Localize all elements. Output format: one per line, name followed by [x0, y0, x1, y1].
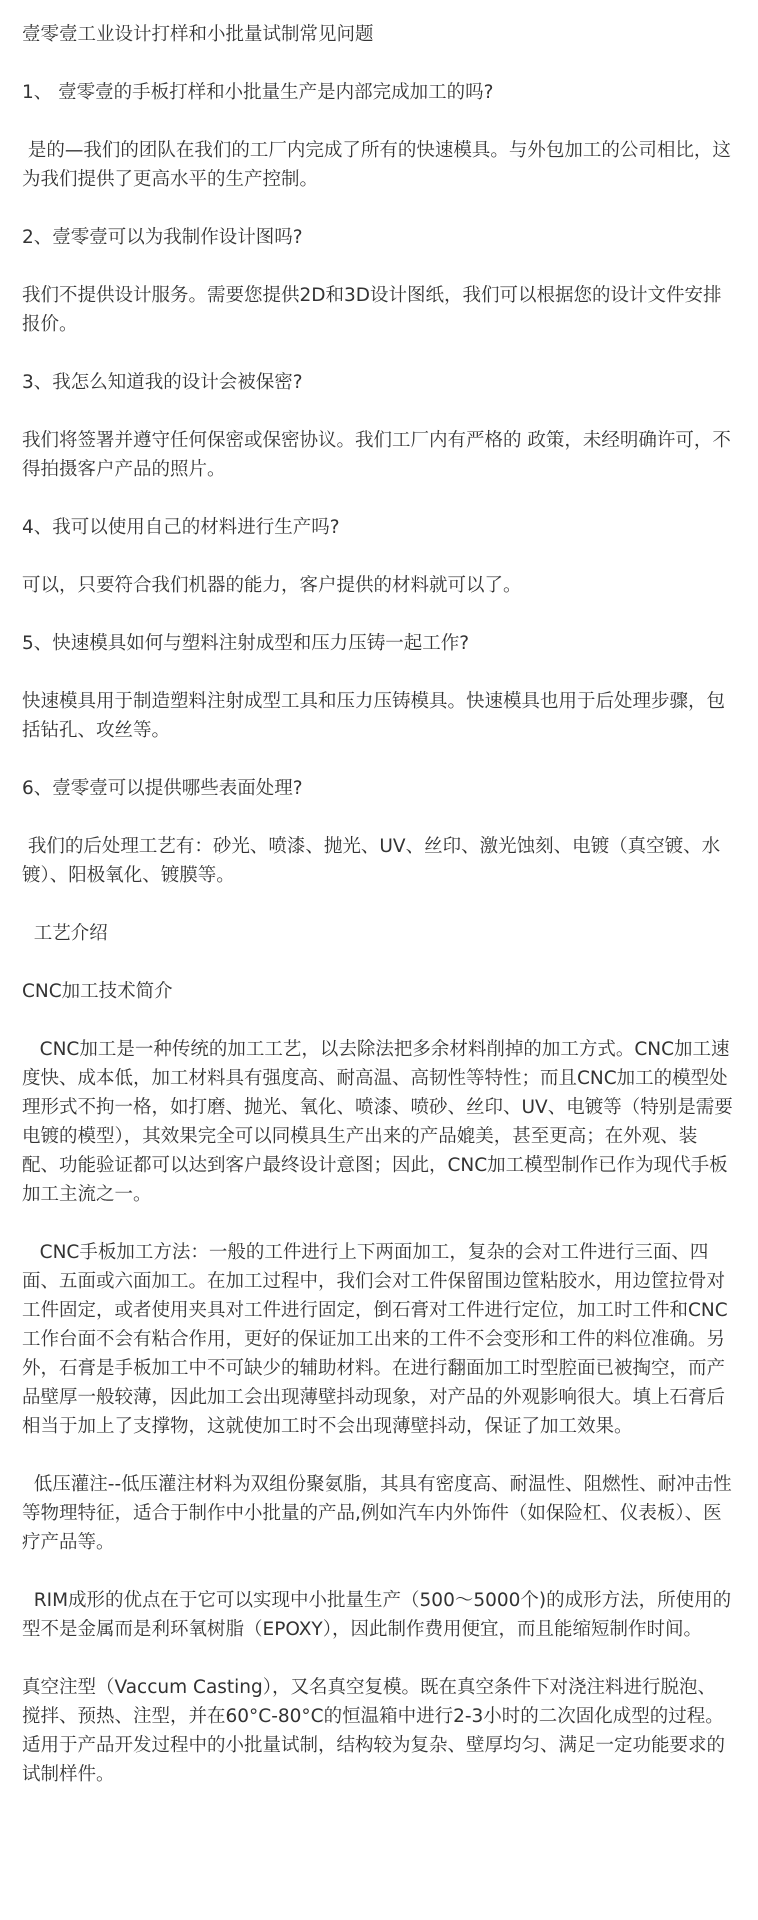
faq-question-6: 6、壹零壹可以提供哪些表面处理? [22, 778, 303, 799]
paragraph-rim: RIM成形的优点在于它可以实现中小批量生产（500～5000个)的成形方法，所使用的型不是金属而是利环氧树脂（EPOXY），因此制作费用便宜，而且能缩短制作时间。 [22, 1590, 732, 1640]
paragraph-cnc-intro: CNC加工是一种传统的加工工艺，以去除法把多余材料削掉的加工方式。CNC加工速度快、成本低，加工材料具有强度高、耐高温、高韧性等特性；而且CNC加工的模型处理形式不拘一格，如打磨、抛光、氧化、喷漆、喷砂、丝印、UV、电镀等（特别是需要电镀的模型），其效果完全可以同模具生产出来的产品媲美，甚至更高；在外观、装配、功能验证都可以达到客户最终设计意图；因此，CNC加工模型制作已作为现代手板加工主流之一。 [22, 1039, 733, 1205]
faq-question-5: 5、快速模具如何与塑料注射成型和压力压铸一起工作? [22, 633, 470, 654]
paragraph-cnc-method: CNC手板加工方法：一般的工件进行上下两面加工，复杂的会对工件进行三面、四面、五面或六面加工。在加工过程中，我们会对工件保留围边筐粘胶水，用边筐拉骨对工件固定，或者使用夹具对工件进行固定，倒石膏对工件进行定位，加工时工件和CNC工作台面不会有粘合作用，更好的保证加工出来的工件不会变形和工件的料位准确。另外，石膏是手板加工中不可缺少的辅助材料。在进行翻面加工时型腔面已被掏空，而产品壁厚一般较薄，因此加工会出现薄壁抖动现象，对产品的外观影响很大。填上石膏后相当于加上了支撑物，这就使加工时不会出现薄壁抖动，保证了加工效果。 [22, 1242, 728, 1437]
faq-answer-5: 快速模具用于制造塑料注射成型工具和压力压铸模具。快速模具也用于后处理步骤，包括钻孔、攻丝等。 [22, 691, 726, 741]
section-heading-process: 工艺介绍 [22, 923, 108, 944]
faq-answer-2: 我们不提供设计服务。需要您提供2D和3D设计图纸，我们可以根据您的设计文件安排报价。 [22, 285, 722, 335]
faq-question-1: 1、 壹零壹的手板打样和小批量生产是内部完成加工的吗? [22, 82, 494, 103]
article-title: 壹零壹工业设计打样和小批量试制常见问题 [22, 24, 374, 45]
faq-question-3: 3、我怎么知道我的设计会被保密? [22, 372, 303, 393]
faq-question-4: 4、我可以使用自己的材料进行生产吗? [22, 517, 340, 538]
faq-question-2: 2、壹零壹可以为我制作设计图吗? [22, 227, 303, 248]
section-subheading-cnc: CNC加工技术简介 [22, 981, 173, 1002]
faq-answer-6: 我们的后处理工艺有：砂光、喷漆、抛光、UV、丝印、激光蚀刻、电镀（真空镀、水镀）、阳极氧化、镀膜等。 [22, 836, 721, 886]
paragraph-low-pressure: 低压灌注--低压灌注材料为双组份聚氨脂，其具有密度高、耐温性、阻燃性、耐冲击性等物理特征，适合于制作中小批量的产品,例如汽车内外饰件（如保险杠、仪表板）、医疗产品等。 [22, 1474, 732, 1553]
faq-answer-4: 可以，只要符合我们机器的能力，客户提供的材料就可以了。 [22, 575, 522, 596]
faq-answer-3: 我们将签署并遵守任何保密或保密协议。我们工厂内有严格的 政策，未经明确许可，不得拍摄客户产品的照片。 [22, 430, 731, 480]
paragraph-vacuum-casting: 真空注型（Vaccum Casting），又名真空复模。既在真空条件下对浇注料进行脱泡、搅拌、预热、注型，并在60°C-80°C的恒温箱中进行2-3小时的二次固化成型的过程。适用于产品开发过程中的小批量试制，结构较为复杂、壁厚均匀、满足一定功能要求的试制样件。 [22, 1677, 726, 1785]
faq-answer-1: 是的—我们的团队在我们的工厂内完成了所有的快速模具。与外包加工的公司相比，这为我们提供了更高水平的生产控制。 [22, 140, 731, 190]
